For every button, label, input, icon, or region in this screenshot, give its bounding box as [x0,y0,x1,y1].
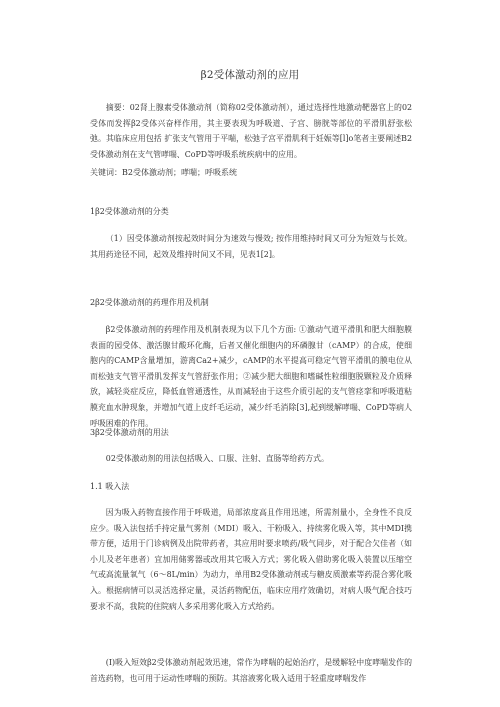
keywords-line: 关键词：B2受体激动剂；哮喘；呼吸系统 [90,168,237,177]
section-text-3: 02受体激动剂的用法包括吸入、口服、注射、直肠等给药方式。 [105,454,329,463]
section-text-2: β2受体激动剂的药理作用及机制表现为以下几个方面: ①激动气道平滑肌和肥大细胞膜表面的园受体、激活腺甘酸环化酶，后者又催化细胞内的环磷腺甘（cAMP）的合成，使细胞内的CAMP含量增加，游离Ca2+减少，cAMP的水平提高可稳定气管平滑肌的膜电位从而松弛支气管平滑肌发挥支气管舒张作用；②减少肥大细胞和嗜碱性粒细胞脱颗粒及介质释放，减轻炎症反应，降低血管通透性，从而减轻由于这些介质引起的支气管痉挛和呼吸道粘膜充血水肿现象，并增加气道上皮纤毛运动，减少纤毛消除[3],起到缓解哮喘、CoPD等病人呼吸困难的作用。 [90,325,412,428]
page-title: β2受体激动剂的应用 [200,69,300,81]
section-heading-2: 2β2受体激动剂的药理作用及机制 [90,298,209,307]
section-heading-3: 3β2受体激动剂的用法 [90,428,169,437]
subsection-heading: 1.1 吸入法 [90,482,130,491]
section-heading-1: 1β2受体激动剂的分类 [90,207,169,216]
abstract-paragraph: 摘要：02肾上腺素受体激动剂（简称02受体激动剂），通过选择性地激动靶器官上的02受体而发挥β2受体兴奋样作用，其主要表现为呼吸道、子宫、膀胱等部位的平滑肌舒张松弛。其临床应用包括 扩张支气管用于平喘，松弛子宫平滑肌利于妊娠等[l]o笔者主要阐述B2受体激动剂在支气管哮喘、CoPD等呼吸系统疾病中的应用。 [90,103,412,159]
section-text-1: （1）因受体激动剂按起效时间分为速效与慢效; 按作用维持时间又可分为短效与长效。其用药途径不同，起效及维持时间又不同，见表1[2]。 [90,234,412,259]
subsection-text: 因为吸入药物直接作用于呼吸道，局部浓度高且作用迅速，所需剂量小，全身性不良反应少。吸入法包括手持定量气雾剂（MDI）吸入、干粉吸入、持续雾化吸入等，其中MDI携带方便，适用于门诊病例及出院带药者，其应用时要求喷药/吸气同步，对于配合欠佳者（如小儿及老年患者）宜加用储雾器或改用其它吸入方式；雾化吸入借助雾化吸入装置以压缩空气或高流量氧气（6～8L/min）为动力，单用B2受体激动剂或与糖皮质激素等药混合雾化吸入。根据病情可以灵活选择定量，灵活药物配伍，临床应用疗效确切，对病人吸气配合技巧要求不高，我院的住院病人多采用雾化吸入方式给药。 [90,508,412,611]
last-paragraph: (I)吸入短效β2受体激动剂起效迅速，常作为哮喘的起始治疗，是缓解轻中度哮喘发作的首选药物，也可用于运动性哮喘的预防。其溶液雾化吸入适用于轻重度哮喘发作 [90,658,412,683]
